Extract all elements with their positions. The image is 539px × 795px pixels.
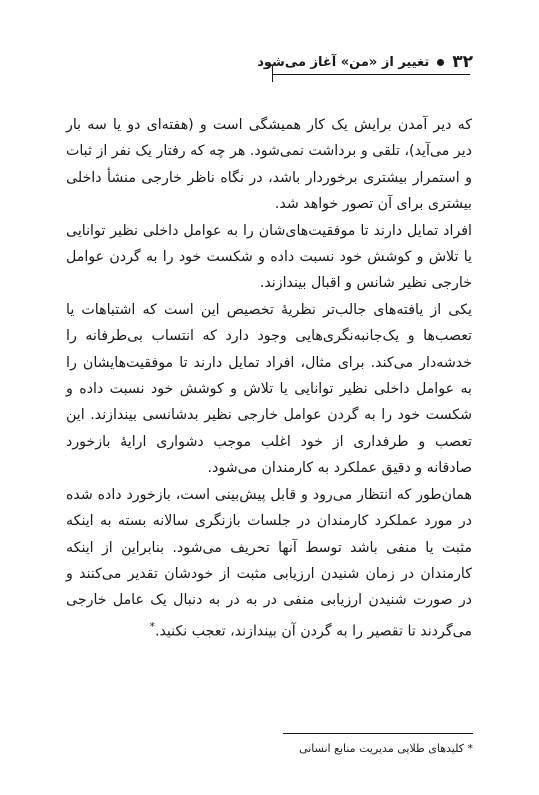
footnote-reference: * [149,619,155,633]
chapter-title: تغییر از «من» آغاز می‌شود [257,54,430,70]
header-rule [272,74,470,75]
footnote-rule [283,733,473,734]
body-text [66,112,472,645]
bullet-icon [437,59,444,66]
paragraph-4 [66,482,472,645]
footnote-text: کلیدهای طلایی مدیریت منابع انسانی [299,742,464,755]
paragraph-2: افراد تمایل دارند تا موفقیت‌های‌شان را به عوامل داخلی نظیر توانایی یا تلاش و کوشش خود نسبت داده و شکست خود را به گردن عوامل خارجی نظیر شانس و اقبال بیندازند. [66,222,472,292]
footnote [299,742,473,755]
page-number: ۳۲ [452,52,473,72]
header-tick [272,66,273,82]
paragraph-3: یکی از یافته‌های جالب‌تر نظریهٔ تخصیص این است که اشتباهات یا تعصب‌ها و یک‌جانبه‌نگری‌هایی وجود دارد که انتساب بی‌طرفانه را خدشه‌دار می‌کند. برای مثال، افراد تمایل دارند تا موفقیت‌هایشان را به عوامل داخلی نظیر توانایی یا تلاش و کوشش خود نسبت داده و شکست خود را به گردن عوامل خارجی نظیر بدشانسی بیندازند. این تعصب و طرفداری از خود اغلب موجب دشواری ارایهٔ بازخورد صادقانه و دقیق عملکرد به کارمندان می‌شود. [66,301,472,477]
footnote-marker: * [467,742,473,755]
running-header [257,52,473,72]
paragraph-1: که دیر آمدن برایش یک کار همیشگی است و (هفته‌ای دو یا سه بار دیر می‌آید)، تلقی و برداشت نمی‌شود. هر چه که رفتار یک نفر از ثبات و استمرار بیشتری برخوردار باشد، در نگاه ناظر خارجی منشأ داخلی بیشتری برای آن تصور خواهد شد. [66,117,472,213]
paragraph-4-text: همان‌طور که انتظار می‌رود و قابل پیش‌بینی است، بازخورد داده شده در مورد عملکرد کارمندان در جلسات بازنگری سالانه بسته به اینکه مثبت یا منفی باشد توسط آنها تحریف می‌شود. بنابراین از اینکه کارمندان در زمان شنیدن ارزیابی مثبت از خودشان تقدیر می‌کنند و در صورت شنیدن ارزیابی منفی در به در به دنبال یک عامل خارجی می‌گردند تا تقصیر را به گردن آن بیندازند، تعجب نکنید. [66,486,472,640]
